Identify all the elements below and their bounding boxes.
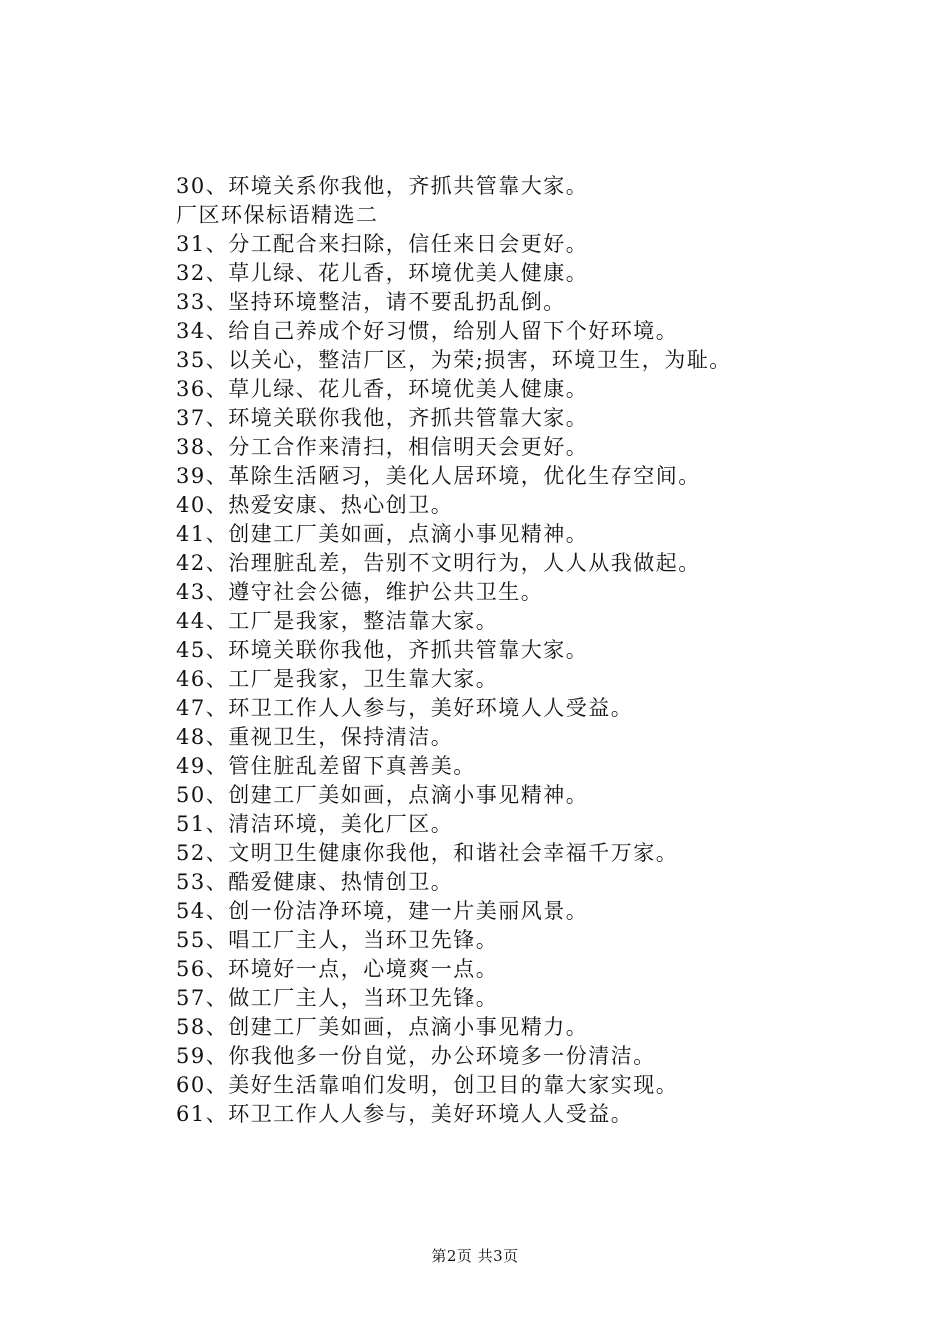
slogan-line: 57、做工厂主人，当环卫先锋。 (176, 986, 499, 1010)
page-number-footer: 第2页 共3页 (431, 1247, 519, 1265)
slogan-line: 58、创建工厂美如画，点滴小事见精力。 (176, 1015, 589, 1039)
slogan-line: 60、美好生活靠咱们发明，创卫目的靠大家实现。 (176, 1073, 679, 1097)
slogan-line: 46、工厂是我家，卫生靠大家。 (176, 667, 499, 691)
slogan-line: 56、环境好一点，心境爽一点。 (176, 957, 499, 981)
slogan-line: 52、文明卫生健康你我他，和谐社会幸福千万家。 (176, 841, 679, 865)
slogan-line: 59、你我他多一份自觉，办公环境多一份清洁。 (176, 1044, 656, 1068)
slogan-line: 48、重视卫生，保持清洁。 (176, 725, 454, 749)
slogan-line: 61、环卫工作人人参与，美好环境人人受益。 (176, 1102, 634, 1126)
slogan-line: 36、草儿绿、花儿香，环境优美人健康。 (176, 377, 589, 401)
slogan-line: 42、治理脏乱差，告别不文明行为，人人从我做起。 (176, 551, 701, 575)
slogan-line: 37、环境关联你我他，齐抓共管靠大家。 (176, 406, 589, 430)
section-heading: 厂区环保标语精选二 (176, 203, 379, 227)
slogan-line: 32、草儿绿、花儿香，环境优美人健康。 (176, 261, 589, 285)
slogan-line: 45、环境关联你我他，齐抓共管靠大家。 (176, 638, 589, 662)
slogan-line: 33、坚持环境整洁，请不要乱扔乱倒。 (176, 290, 566, 314)
slogan-line: 54、创一份洁净环境，建一片美丽风景。 (176, 899, 589, 923)
slogan-line: 40、热爱安康、热心创卫。 (176, 493, 454, 517)
slogan-line: 50、创建工厂美如画，点滴小事见精神。 (176, 783, 589, 807)
slogan-line: 34、给自己养成个好习惯，给别人留下个好环境。 (176, 319, 679, 343)
slogan-line: 39、革除生活陋习，美化人居环境，优化生存空间。 (176, 464, 701, 488)
slogan-line: 47、环卫工作人人参与，美好环境人人受益。 (176, 696, 634, 720)
slogan-line: 35、以关心，整洁厂区，为荣;损害，环境卫生，为耻。 (176, 348, 732, 372)
slogan-line: 55、唱工厂主人，当环卫先锋。 (176, 928, 499, 952)
slogan-line: 51、清洁环境，美化厂区。 (176, 812, 454, 836)
slogan-line: 49、管住脏乱差留下真善美。 (176, 754, 476, 778)
slogan-line: 41、创建工厂美如画，点滴小事见精神。 (176, 522, 589, 546)
slogan-line: 53、酷爱健康、热情创卫。 (176, 870, 454, 894)
slogan-line: 44、工厂是我家，整洁靠大家。 (176, 609, 499, 633)
slogan-line: 30、环境关系你我他，齐抓共管靠大家。 (176, 174, 589, 198)
slogan-line: 31、分工配合来扫除，信任来日会更好。 (176, 232, 589, 256)
document-body (176, 172, 876, 1129)
slogan-line: 38、分工合作来清扫，相信明天会更好。 (176, 435, 589, 459)
slogan-line: 43、遵守社会公德，维护公共卫生。 (176, 580, 544, 604)
